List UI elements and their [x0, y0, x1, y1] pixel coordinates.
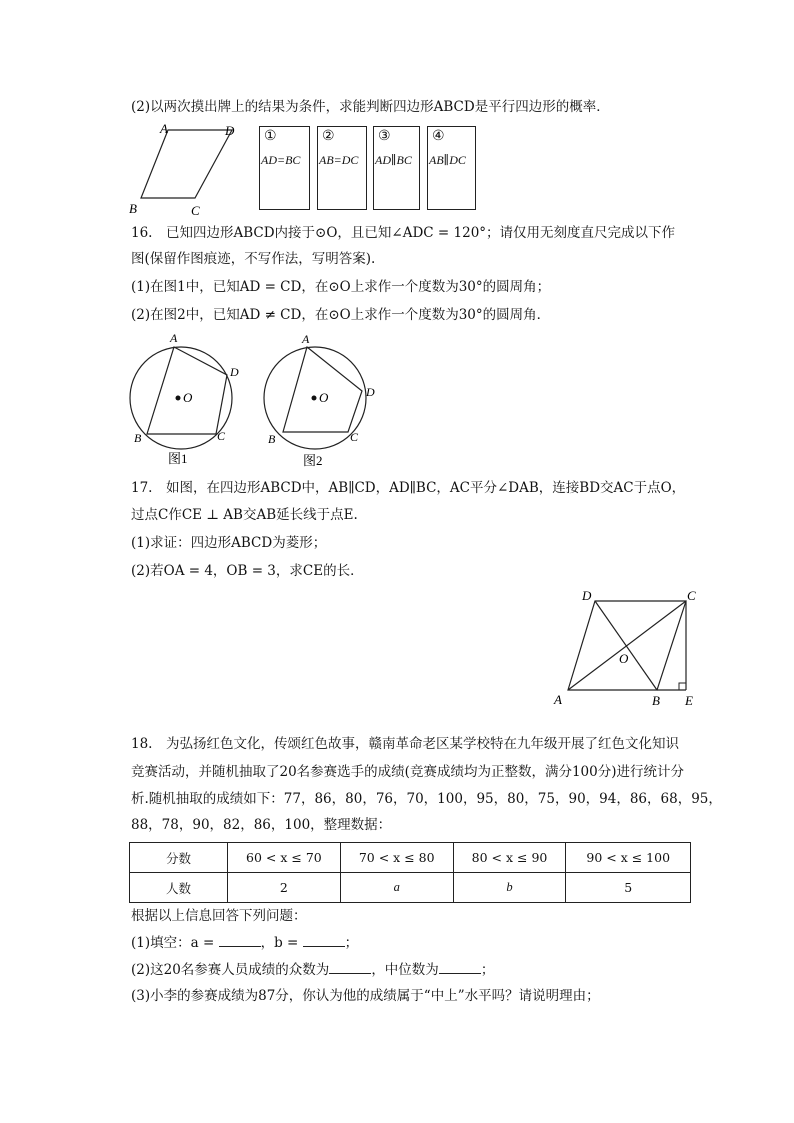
q18-line4: 88，78，90，82，86，100，整理数据：: [131, 817, 392, 833]
table-cell: 人数: [130, 873, 228, 903]
table-cell: 70 < x ≤ 80: [340, 843, 453, 873]
table-cell: 2: [228, 873, 341, 903]
table-row: [130, 843, 691, 873]
rhombus-label-e: E: [685, 693, 693, 708]
card-4-num: ④: [432, 128, 445, 144]
score-table: [129, 842, 691, 903]
fig1-caption: 图1: [168, 451, 188, 466]
rhombus-figure: [548, 585, 708, 710]
q18-question-2: [131, 960, 494, 980]
q18-question-1: [131, 933, 358, 953]
label-c: C: [191, 203, 200, 218]
q18-line1: 18. 为弘扬红色文化，传颂红色故事，赣南革命老区某学校特在九年级开展了红色文化知识: [131, 736, 679, 752]
table-cell: 5: [566, 873, 691, 903]
rhombus-label-d: D: [582, 588, 592, 603]
fig2-label-d: D: [366, 385, 375, 399]
card-3-text: AD∥BC: [375, 153, 412, 167]
rhombus-label-b: B: [652, 693, 660, 708]
card-3: [373, 126, 420, 210]
fig2-label-c: C: [350, 430, 359, 444]
table-cell: 80 < x ≤ 90: [453, 843, 566, 873]
q17-line2: 过点C作CE ⊥ AB交AB延长线于点E.: [131, 507, 358, 523]
q18-after: 根据以上信息回答下列问题：: [131, 908, 307, 924]
card-4: [427, 126, 476, 210]
table-cell: 90 < x ≤ 100: [566, 843, 691, 873]
q18-q1-a: (1)填空：a =: [131, 935, 219, 951]
q15-part2: (2)以两次摸出牌上的结果为条件，求能判断四边形ABCD是平行四边形的概率．: [131, 99, 610, 115]
q16-line2: 图(保留作图痕迹，不写作法，写明答案).: [131, 251, 376, 267]
blank-mode[interactable]: [329, 961, 371, 974]
q18-question-3: (3)小李的参赛成绩为87分，你认为他的成绩属于“中上”水平吗？请说明理由；: [131, 988, 600, 1004]
label-a: A: [160, 121, 168, 136]
q16-line4: (2)在图2中，已知AD ≠ CD，在⊙O上求作一个度数为30°的圆周角．: [131, 307, 551, 323]
q18-q2-end: ；: [480, 962, 495, 978]
blank-b[interactable]: [303, 934, 345, 947]
q18-q1-b: ，b =: [260, 935, 303, 951]
fig1-label-d: D: [230, 365, 239, 379]
card-3-num: ③: [378, 128, 391, 144]
rhombus-label-c: C: [687, 588, 696, 603]
fig1-label-c: C: [217, 429, 226, 443]
q17-line1: 17. 如图，在四边形ABCD中，AB∥CD，AD∥BC，AC平分∠DAB，连接BD交AC于点O，: [131, 480, 686, 496]
blank-median[interactable]: [439, 961, 481, 974]
card-2-num: ②: [322, 128, 335, 144]
fig1-label-b: B: [134, 431, 142, 445]
fig2-caption: 图2: [303, 453, 323, 468]
table-cell: b: [453, 873, 566, 903]
card-1-text: AD=BC: [261, 153, 301, 167]
fig1-label-a: A: [170, 331, 178, 345]
rhombus-label-a: A: [554, 692, 562, 707]
card-1: [259, 126, 310, 210]
q18-q1-end: ；: [344, 935, 359, 951]
q16-line3: (1)在图1中，已知AD = CD，在⊙O上求作一个度数为30°的圆周角；: [131, 279, 551, 295]
q18-q2-a: (2)这20名参赛人员成绩的众数为: [131, 962, 330, 978]
table-cell: 分数: [130, 843, 228, 873]
fig1-label-o: O: [183, 390, 193, 405]
table-cell: a: [340, 873, 453, 903]
q18-line2: 竞赛活动，并随机抽取了20名参赛选手的成绩(竞赛成绩均为正整数，满分100分)进行统计分: [131, 764, 684, 780]
fig2-label-a: A: [302, 332, 310, 346]
parallelogram-figure: [125, 118, 250, 220]
q18-line3: 析.随机抽取的成绩如下：77，86，80，76，70，100，95，80，75，90，94，86，68，95，: [131, 791, 722, 807]
q16-line1: 16. 已知四边形ABCD内接于⊙O，且已知∠ADC = 120°；请仅用无刻度直尺完成以下作: [131, 225, 676, 241]
card-4-text: AB∥DC: [429, 153, 466, 167]
card-1-num: ①: [264, 128, 277, 144]
q17-line4: (2)若OA = 4，OB = 3，求CE的长．: [131, 563, 364, 579]
fig2-label-b: B: [268, 432, 276, 446]
label-b: B: [129, 201, 137, 216]
label-d: D: [225, 123, 235, 138]
q17-line3: (1)求证：四边形ABCD为菱形；: [131, 535, 327, 551]
fig2-label-o: O: [319, 390, 329, 405]
q18-q2-b: ，中位数为: [371, 962, 439, 978]
card-2: [317, 126, 367, 210]
circle-figure-2: [255, 330, 385, 470]
table-row: [130, 873, 691, 903]
rhombus-label-o: O: [619, 651, 629, 666]
blank-a[interactable]: [219, 934, 261, 947]
card-2-text: AB=DC: [319, 153, 359, 167]
table-cell: 60 < x ≤ 70: [228, 843, 341, 873]
circle-figure-1: [120, 330, 250, 470]
